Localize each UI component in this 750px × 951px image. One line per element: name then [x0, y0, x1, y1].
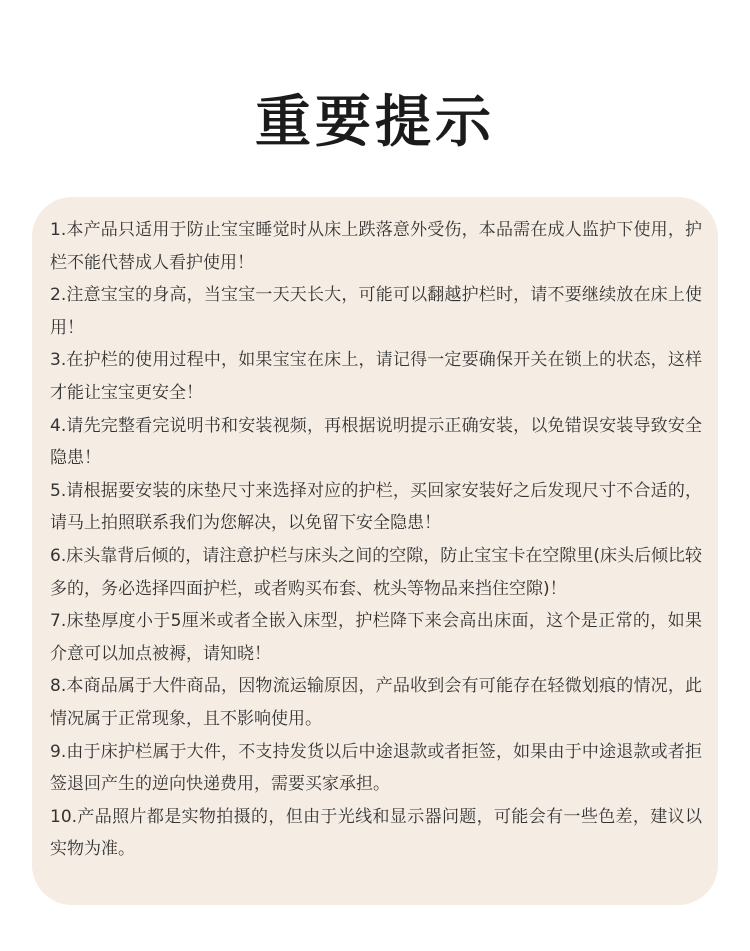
notice-item-9: 9.由于床护栏属于大件，不支持发货以后中途退款或者拒签，如果由于中途退款或者拒签退回产生的逆向快递费用，需要买家承担。 — [50, 741, 702, 795]
notice-list — [50, 214, 702, 866]
notice-item-6: 6.床头靠背后倾的，请注意护栏与床头之间的空隙，防止宝宝卡在空隙里(床头后倾比较多的，务必选择四面护栏，或者购买布套、枕头等物品来挡住空隙)！ — [50, 545, 702, 599]
notice-item-1: 1.本产品只适用于防止宝宝睡觉时从床上跌落意外受伤，本品需在成人监护下使用，护栏不能代替成人看护使用！ — [50, 220, 702, 273]
notice-item-3: 3.在护栏的使用过程中，如果宝宝在床上，请记得一定要确保开关在锁上的状态，这样才能让宝宝更安全！ — [50, 350, 702, 403]
notice-item-4: 4.请先完整看完说明书和安装视频，再根据说明提示正确安装，以免错误安装导致安全隐患！ — [50, 415, 702, 469]
notice-item-2: 2.注意宝宝的身高，当宝宝一天天长大，可能可以翻越护栏时，请不要继续放在床上使用！ — [50, 285, 702, 338]
page-title: 重要提示 — [255, 90, 495, 155]
notice-item-5: 5.请根据要安装的床垫尺寸来选择对应的护栏，买回家安装好之后发现尺寸不合适的，请马上拍照联系我们为您解决，以免留下安全隐患！ — [50, 480, 702, 534]
notice-card — [32, 197, 718, 905]
notice-item-10: 10.产品照片都是实物拍摄的，但由于光线和显示器问题，可能会有一些色差，建议以实物为准。 — [50, 806, 702, 860]
notice-item-7: 7.床垫厚度小于5厘米或者全嵌入床型，护栏降下来会高出床面，这个是正常的，如果介意可以加点被褥，请知晓！ — [50, 611, 702, 664]
notice-item-8: 8.本商品属于大件商品，因物流运输原因，产品收到会有可能存在轻微划痕的情况，此情况属于正常现象，且不影响使用。 — [50, 676, 702, 729]
